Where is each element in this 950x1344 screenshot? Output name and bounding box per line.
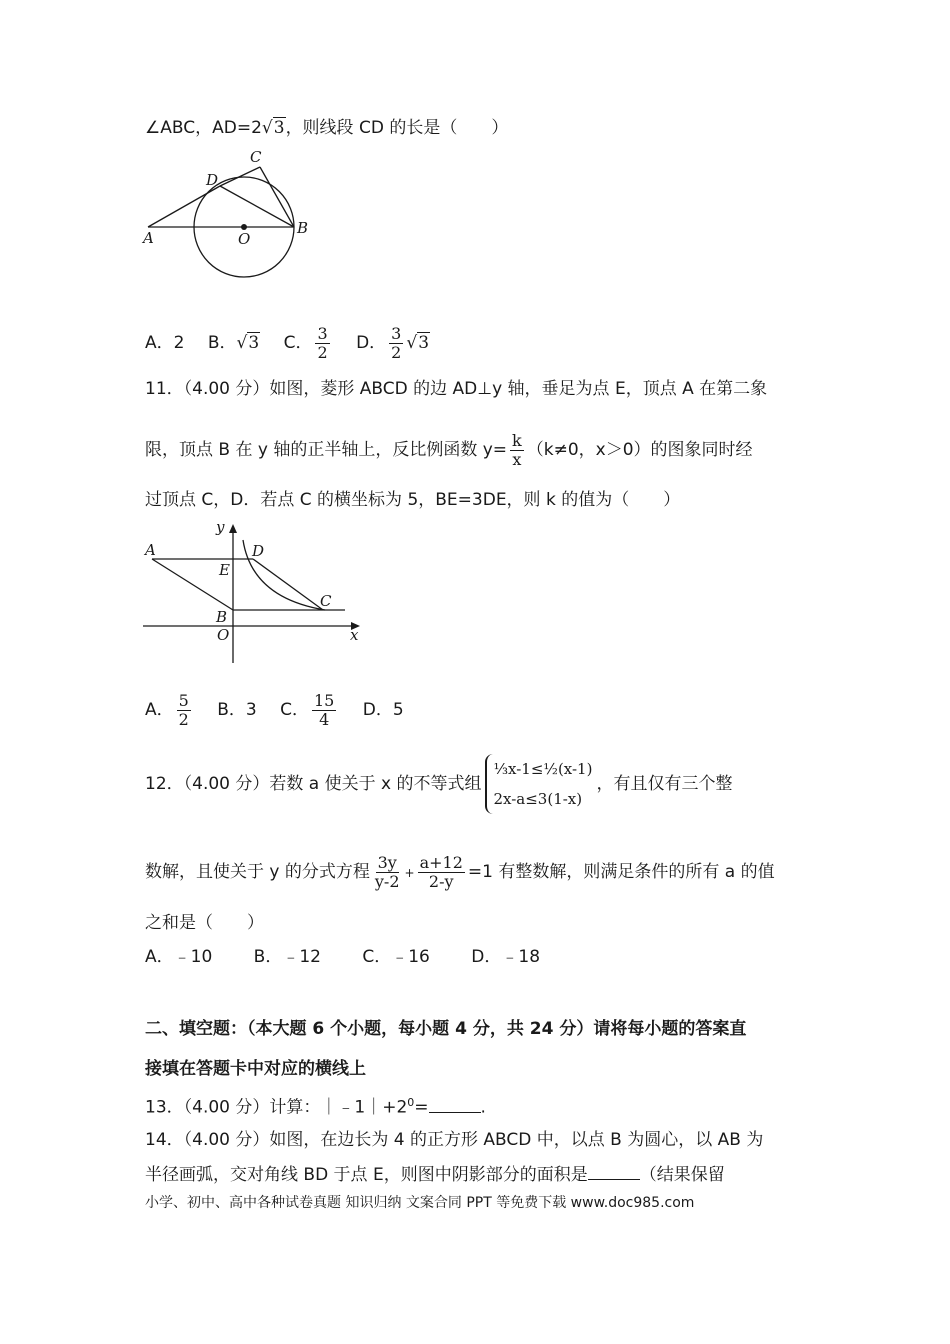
q11-line3: 过顶点 C，D．若点 C 的横坐标为 5，BE=3DE，则 k 的值为（ ） — [145, 490, 681, 510]
label-o: O — [238, 230, 251, 248]
label-a: A — [143, 229, 154, 247]
fraction-a12: $\frac{a+12}{2-y}$ — [419, 852, 463, 891]
q14-answer-blank[interactable] — [588, 1163, 640, 1180]
q12-line3: 之和是（ ） — [145, 913, 264, 933]
inverse-function-fraction: $\frac{k}{x}$ — [512, 430, 522, 469]
inequality-1: ⅓x-1≤½(x-1) — [493, 760, 593, 778]
q10-option-d[interactable]: D． $\frac{3}{2}$ √3 — [356, 323, 430, 362]
label-e: E — [219, 561, 230, 579]
q13: 13．（4.00 分）计算：$|﹣1|+2^0=$ . — [145, 1096, 486, 1118]
inequality-2: 2x-a≤3(1-x) — [493, 790, 583, 808]
q11-figure — [140, 518, 370, 668]
label-a: A — [145, 541, 156, 559]
sqrt-3: √3 — [261, 118, 285, 138]
label-y: y — [216, 518, 225, 536]
label-c: C — [320, 592, 332, 610]
q11-option-c[interactable]: C． $\frac{15}{4}$ — [280, 690, 335, 729]
q10-stem: ∠ABC，AD=2√3，则线段 CD 的长是（ ） — [145, 118, 509, 138]
q13-answer-blank[interactable] — [429, 1096, 481, 1113]
q11-option-b[interactable]: B．3 — [217, 700, 257, 720]
q11-line2: 限，顶点 B 在 y 轴的正半轴上，反比例函数 y= $\frac{k}{x}$ （k≠0，x＞0）的图象同时经 — [145, 430, 753, 469]
label-b: B — [297, 219, 309, 237]
label-c: C — [250, 148, 262, 166]
segment-ad — [148, 186, 220, 227]
q12-line2: 数解，且使关于 y 的分式方程 $\frac{3y}{y-2}$ + $\frac{a+12}{2-y}$ =1 有整数解，则满足条件的所有 a 的值 — [145, 852, 775, 891]
section-2-heading-line2: 接填在答题卡中对应的横线上 — [145, 1059, 366, 1079]
q12-option-d[interactable]: D．﹣18 — [471, 947, 541, 967]
q10-option-c[interactable]: C． $\frac{3}{2}$ — [283, 323, 328, 362]
label-d: D — [206, 171, 219, 189]
q11-option-a[interactable]: A． $\frac{5}{2}$ — [145, 690, 189, 729]
q12-option-a[interactable]: A．﹣10 — [145, 947, 213, 967]
footer-note: 小学、初中、高中各种试卷真题 知识归纳 文案合同 PPT 等免费下载 www.doc985.com — [145, 1195, 695, 1211]
q11-option-d[interactable]: D．5 — [362, 700, 404, 720]
section-2-heading-line1: 二、填空题：（本大题 6 个小题，每小题 4 分，共 24 分）请将每小题的答案直 — [145, 1019, 747, 1039]
q10-option-b[interactable]: B．√3 — [207, 333, 260, 353]
label-o: O — [217, 626, 230, 644]
q14-line2: 半径画弧，交对角线 BD 于点 E，则图中阴影部分的面积是 （结果保留 — [145, 1165, 725, 1185]
q12-option-c[interactable]: C．﹣16 — [362, 947, 430, 967]
q12-options — [145, 945, 558, 969]
q12-line1: 12．（4.00 分）若数 a 使关于 x 的不等式组⅓x-1≤½(x-1) 2x-a≤3(1-x)，有且仅有三个整 — [145, 752, 732, 816]
q10-options — [145, 323, 448, 363]
segment-dc — [253, 559, 323, 610]
q10-option-a[interactable]: A．2 — [145, 333, 185, 353]
q11-line1: 11．（4.00 分）如图，菱形 ABCD 的边 AD⊥y 轴，垂足为点 E，顶点 A 在第二象 — [145, 379, 768, 399]
label-d: D — [252, 542, 265, 560]
q12-option-b[interactable]: B．﹣12 — [253, 947, 321, 967]
fraction-3y: $\frac{3y}{y-2}$ — [374, 852, 400, 891]
q11-options — [145, 690, 422, 730]
label-b: B — [216, 608, 228, 626]
q10-figure — [140, 145, 320, 280]
label-x: x — [350, 626, 359, 644]
y-axis-arrow — [229, 524, 237, 533]
segment-dc — [220, 167, 260, 186]
q14-line1: 14．（4.00 分）如图，在边长为 4 的正方形 ABCD 中，以点 B 为圆心，以 AB 为 — [145, 1130, 764, 1150]
inequality-system — [485, 754, 592, 814]
